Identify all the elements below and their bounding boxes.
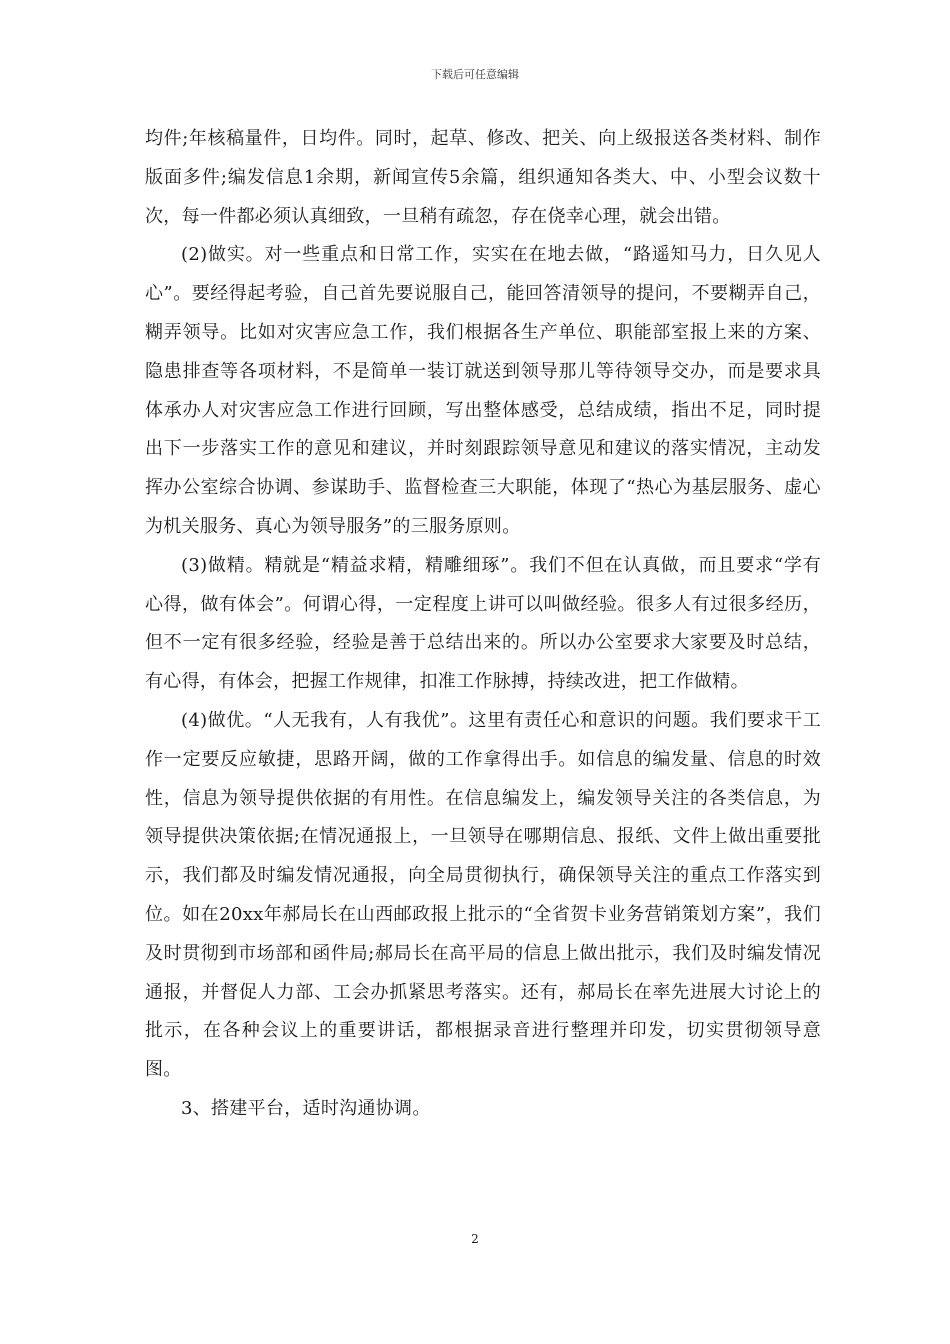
paragraph-do-excellent: (4)做优。“人无我有，人有我优”。这里有责任心和意识的问题。我们要求干工作一定要反应敏捷，思路开阔，做的工作拿得出手。如信息的编发量、信息的时效性，信息为领导提供依据的有用性。在信息编发上，编发领导关注的各类信息，为领导提供决策依据;在情况通报上，一旦领导在哪期信息、报纸、文件上做出重要批示，我们都及时编发情况通报，向全局贯彻执行，确保领导关注的重点工作落实到位。如在20xx年郝局长在山西邮政报上批示的“全省贺卡业务营销策划方案”，我们及时贯彻到市场部和函件局;郝局长在高平局的信息上做出批示，我们及时编发情况通报，并督促人力部、工会办抓紧思考落实。还有，郝局长在率先进展大讨论上的批示，在各种会议上的重要讲话，都根据录音进行整理并印发，切实贯彻领导意图。	[145, 709, 821, 1081]
page-header: 下载后可任意编辑	[431, 68, 519, 81]
paragraph-do-fine: (3)做精。精就是“精益求精，精雕细琢”。我们不但在认真做，而且要求“学有心得，做有体会”。何谓心得，一定程度上讲可以叫做经验。很多人有过很多经历，但不一定有很多经验，经验是善于总结出来的。所以办公室要求大家要及时总结，有心得，有体会，把握工作规律，扣准工作脉搏，持续改进，把工作做精。	[145, 554, 821, 693]
paragraph-continuation: 均件;年核稿量件，日均件。同时，起草、修改、把关、向上级报送各类材料、制作版面多件;编发信息1余期，新闻宣传5余篇，组织通知各类大、中、小型会议数十次，每一件都必须认真细致，一旦稍有疏忽，存在侥幸心理，就会出错。	[145, 128, 821, 227]
paragraph-do-solid: (2)做实。对一些重点和日常工作，实实在在地去做，“路遥知马力，日久见人心”。要经得起考验，自己首先要说服自己，能回答清领导的提问，不要糊弄自己，糊弄领导。比如对灾害应急工作，我们根据各生产单位、职能部室报上来的方案、隐患排查等各项材料，不是简单一装订就送到领导那儿等待领导交办，而是要求具体承办人对灾害应急工作进行回顾，写出整体感受，总结成绩，指出不足，同时提出下一步落实工作的意见和建议，并时刻跟踪领导意见和建议的落实情况，主动发挥办公室综合协调、参谋助手、监督检查三大职能，体现了“热心为基层服务、虚心为机关服务、真心为领导服务”的三服务原则。	[145, 244, 821, 537]
section-heading-build-platform: 3、搭建平台，适时沟通协调。	[181, 1097, 431, 1119]
document-body	[145, 120, 821, 1129]
page-number: 2	[471, 1232, 479, 1246]
